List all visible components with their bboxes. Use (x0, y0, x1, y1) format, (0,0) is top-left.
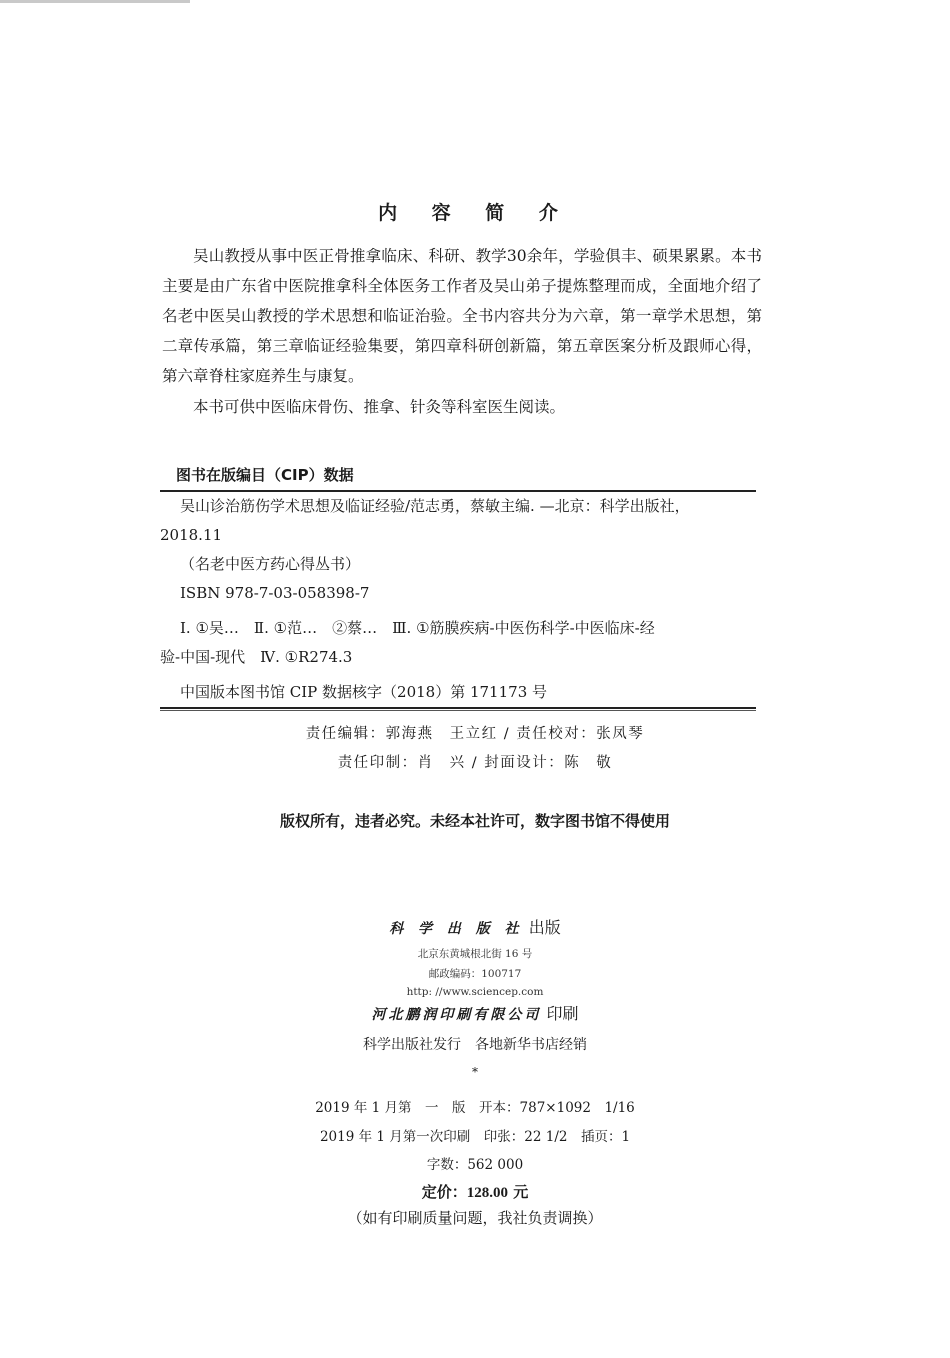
summary-paragraph-2 (162, 392, 762, 422)
summary-text-2: 本书可供中医临床骨伤、推拿、针灸等科室医生阅读。 (193, 398, 566, 416)
price-amount: 128.00 (466, 1185, 508, 1201)
edition-line-2: 2019 年 1 月第一次印刷 印张：22 1/2 插页：1 (319, 1129, 631, 1145)
cip-series: （名老中医方药心得丛书） (180, 555, 361, 573)
printer-line (0, 1001, 950, 1024)
distribution-line: 科学出版社发行 各地新华书店经销 (363, 1037, 587, 1053)
price-line (0, 1181, 950, 1202)
cip-classification: Ⅰ. ①吴… Ⅱ. ①范… ②蔡… Ⅲ. ①筋膜疾病-中医伤科学-中医临床-经 (180, 619, 655, 637)
cip-classification-cont: 验-中国-现代 Ⅳ. ①R274.3 (160, 648, 353, 666)
edition-line-1: 2019 年 1 月第 一 版 开本：787×1092 1/16 (315, 1100, 635, 1116)
cip-bottom-rule (160, 707, 756, 709)
cip-heading: 图书在版编目（CIP）数据 (176, 466, 354, 484)
separator-star: * (472, 1065, 478, 1079)
summary-text-1: 吴山教授从事中医正骨推拿临床、科研、教学30余年，学验俱丰、硕果累累。本书主要是由广东省中医院推拿科全体医务工作者及吴山弟子提炼整理而成，全面地介绍了名老中医吴山教授的学术思想和临证治验。全书内容共分为六章，第一章学术思想，第二章传承篇，第三章临证经验集要，第四章科研创新篇，第五章医案分析及跟师心得，第六章脊柱家庭养生与康复。 (162, 247, 762, 385)
publisher-line (0, 915, 950, 938)
publisher-address: 北京东黄城根北街 16 号 (417, 948, 533, 960)
price-unit: 元 (513, 1183, 529, 1201)
cip-block (160, 464, 756, 711)
copyright-notice: 版权所有，违者必究。未经本社许可，数字图书馆不得使用 (279, 812, 670, 830)
cip-bottom-rule-thin (160, 710, 756, 711)
summary-title: 内 容 简 介 (378, 202, 572, 224)
credits-editors: 责任编辑：郭海燕 王立红 / 责任校对：张凤琴 (305, 726, 645, 742)
cip-verification: 中国版本图书馆 CIP 数据核字（2018）第 171173 号 (180, 683, 548, 701)
printer-name: 河北鹏润印刷有限公司 (371, 1007, 542, 1023)
cip-body (160, 492, 756, 707)
publisher-url: http: //www.sciencep.com (406, 986, 544, 998)
edition-line-3: 字数：562 000 (426, 1157, 524, 1173)
cip-title-line-cont: 2018.11 (160, 526, 223, 544)
credits-production: 责任印制：肖 兴 / 封面设计：陈 敬 (337, 755, 613, 771)
scan-edge-mark (0, 0, 190, 3)
quality-note: （如有印刷质量问题，我社负责调换） (347, 1209, 603, 1227)
cip-title-line: 吴山诊治筋伤学术思想及临证经验/范志勇，蔡敏主编. —北京：科学出版社， (180, 497, 690, 515)
cip-isbn: ISBN 978-7-03-058398-7 (180, 584, 370, 602)
price-label: 定价： (421, 1183, 467, 1201)
publisher-suffix: 出版 (528, 918, 561, 937)
printer-suffix: 印刷 (546, 1004, 579, 1023)
summary-paragraph-1 (162, 241, 762, 391)
publisher-name: 科 学 出 版 社 (389, 921, 524, 937)
publisher-zip: 邮政编码：100717 (428, 968, 522, 980)
